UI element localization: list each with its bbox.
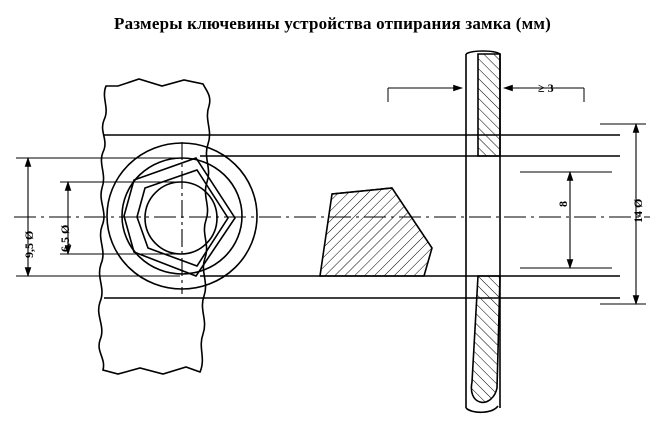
dimension-label-9-5: 9,5 Ø <box>22 230 36 258</box>
keyhole-dimension-drawing <box>0 36 665 423</box>
dimension-label-min-3: ≥ 3 <box>538 81 554 95</box>
page-title: Размеры ключевины устройства отпирания замка (мм) <box>113 14 552 33</box>
torn-plate-outline <box>99 79 210 374</box>
dimension-label-6-5: 6,5 Ø <box>58 224 72 252</box>
key-profile-section <box>320 188 432 276</box>
plate-side-view <box>466 51 500 412</box>
dimension-label-14: 14 Ø <box>631 198 645 223</box>
dimension-label-8: 8 <box>556 201 570 207</box>
